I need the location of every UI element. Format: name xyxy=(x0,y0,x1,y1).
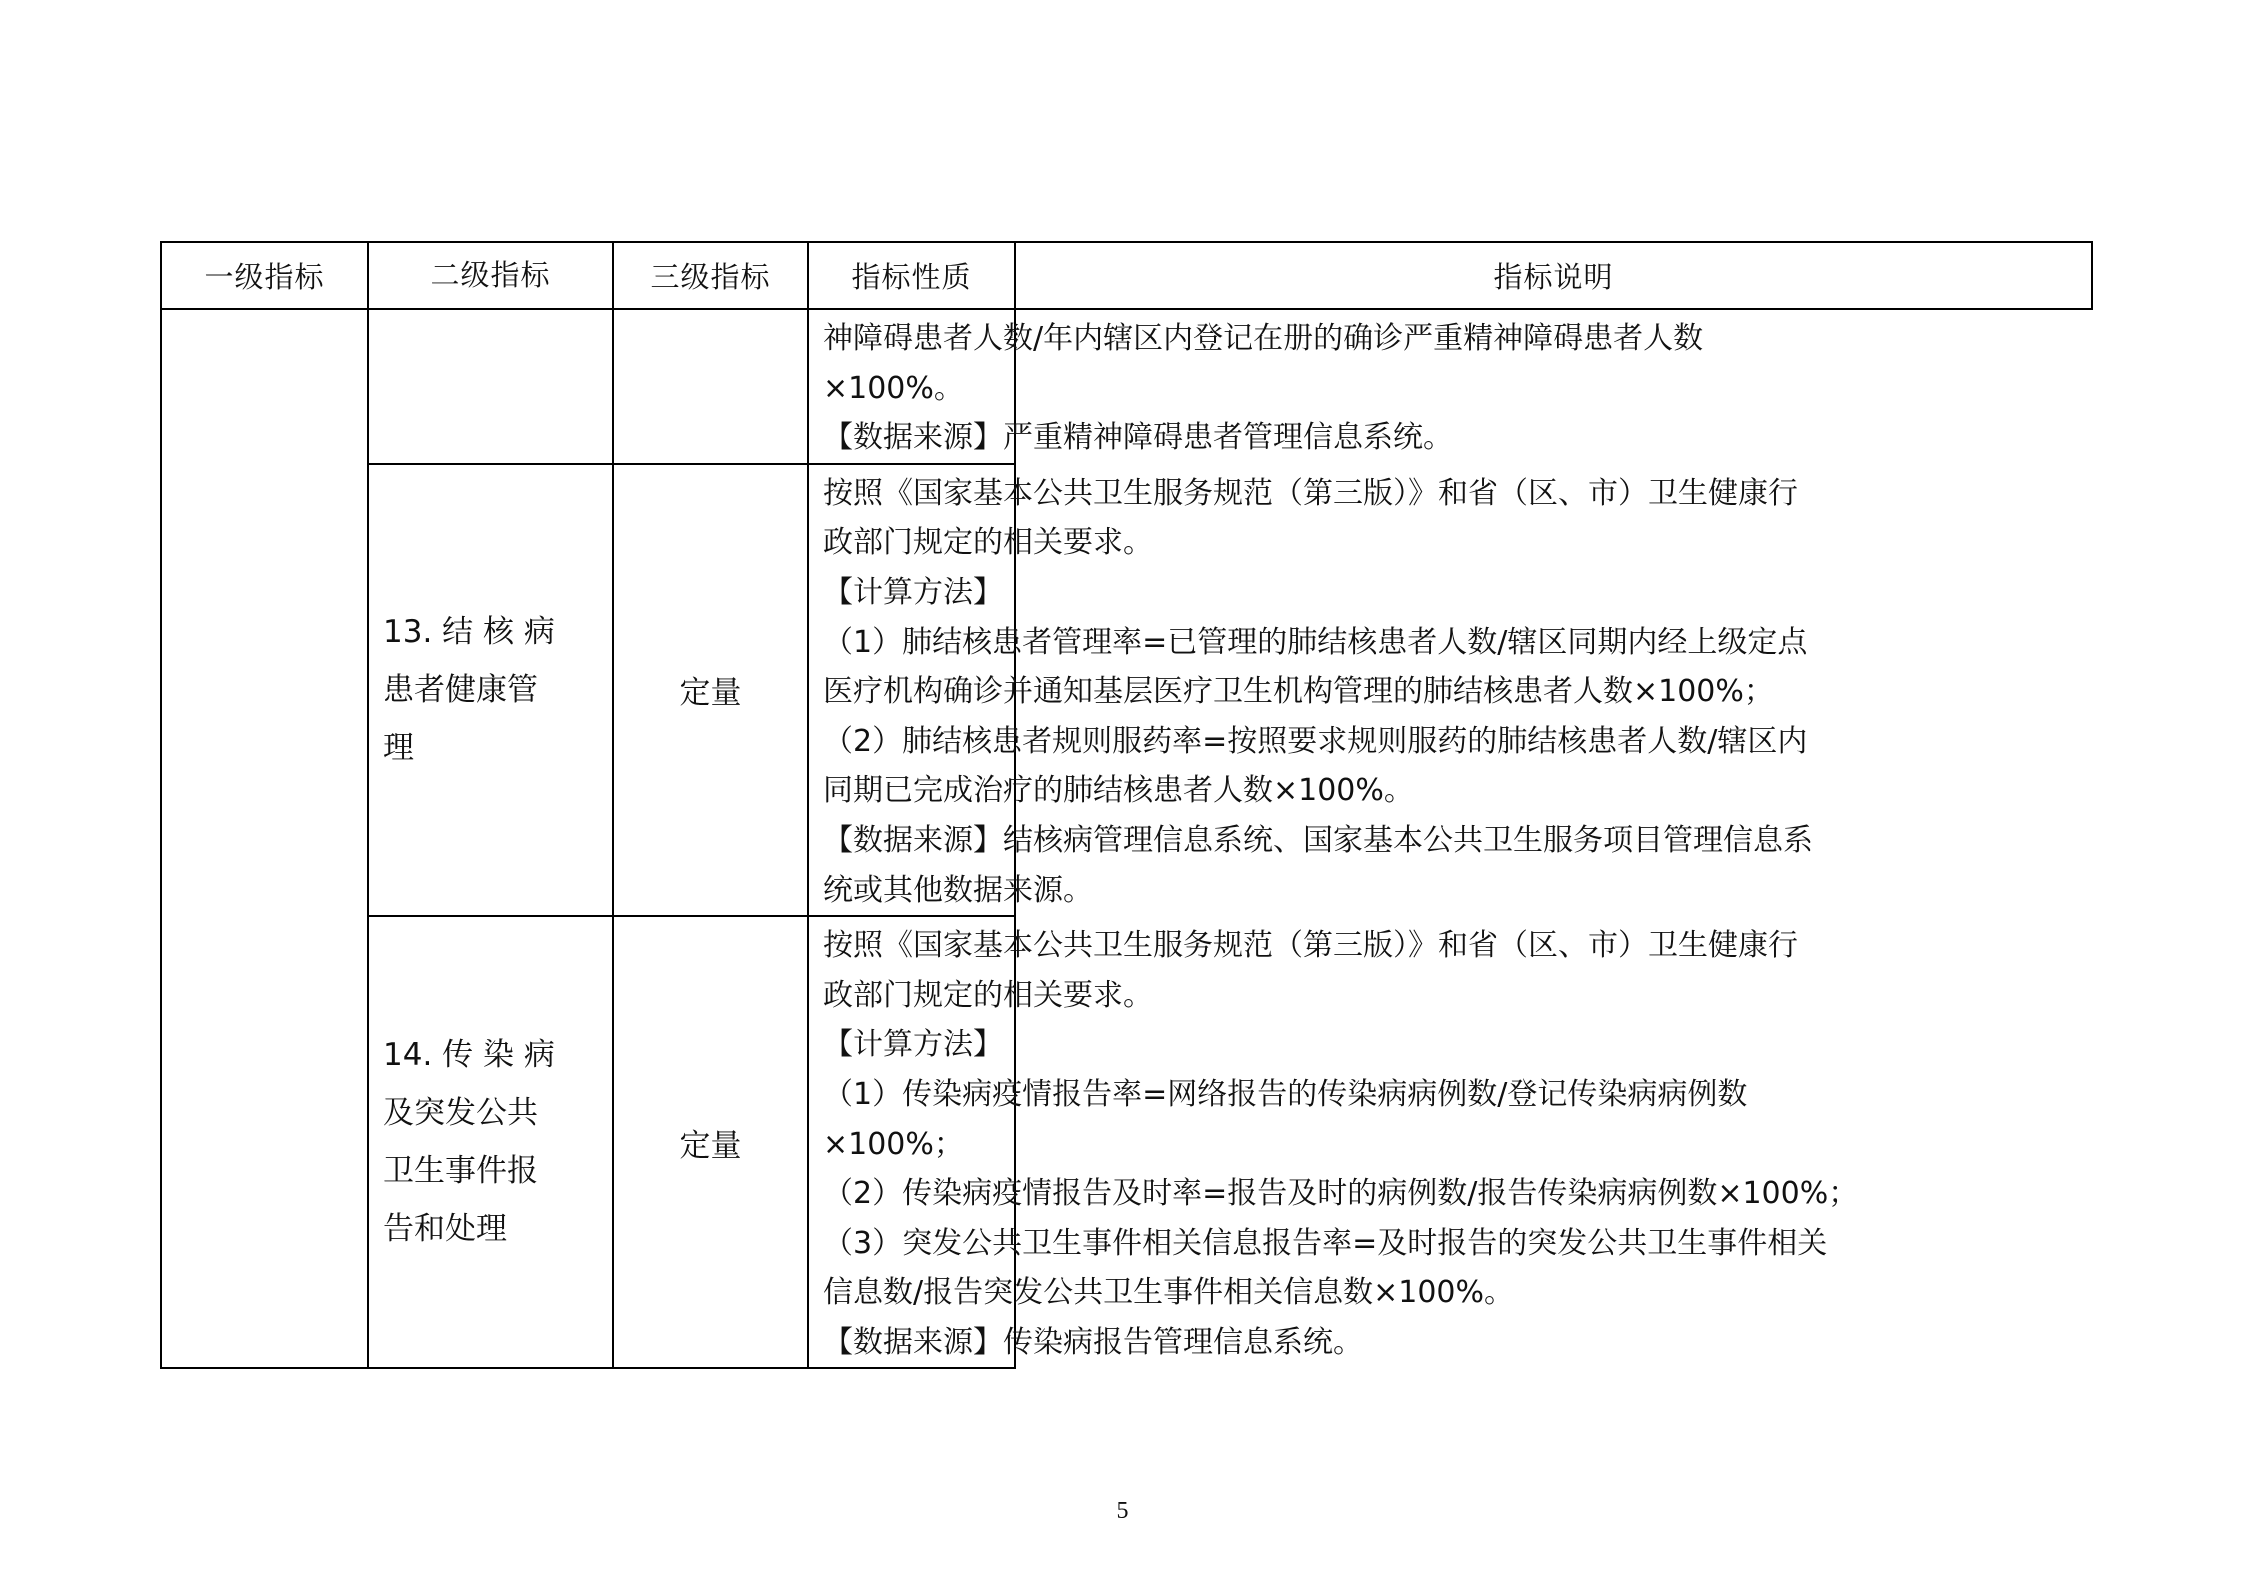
description-line: 信息数/报告突发公共卫生事件相关信息数×100%。 xyxy=(823,1275,1515,1311)
level3-line: 告和处理 xyxy=(383,1211,507,1248)
nature-cell: 定量 xyxy=(613,464,808,916)
level3-line: 14. 传 染 病 xyxy=(383,1037,555,1074)
description-line: 【计算方法】 xyxy=(823,574,1003,610)
description-line: 同期已完成治疗的肺结核患者人数×100%。 xyxy=(823,773,1414,809)
description-line: 政部门规定的相关要求。 xyxy=(823,525,1153,561)
description-line: 按照《国家基本公共卫生服务规范（第三版）》和省（区、市）卫生健康行 xyxy=(823,475,1798,511)
description-line: 【数据来源】传染病报告管理信息系统。 xyxy=(823,1324,1363,1360)
page-number: 5 xyxy=(1116,1498,1129,1524)
level3-line: 13. 结 核 病 xyxy=(383,613,555,650)
description-line: 统或其他数据来源。 xyxy=(823,872,1093,908)
indicator-table xyxy=(160,241,2093,1369)
nature-cell xyxy=(613,309,808,464)
header-description: 指标说明 xyxy=(1015,242,2092,309)
level3-cell xyxy=(368,916,613,1368)
description-line: 【数据来源】严重精神障碍患者管理信息系统。 xyxy=(823,420,1453,456)
level3-line: 理 xyxy=(383,729,414,766)
description-cell xyxy=(808,464,1813,916)
level3-line: 患者健康管 xyxy=(383,671,538,708)
level3-line: 卫生事件报 xyxy=(383,1153,538,1190)
table-header-row xyxy=(161,242,2092,309)
description-line: （1）传染病疫情报告率=网络报告的传染病病例数/登记传染病病例数 xyxy=(823,1076,1748,1112)
header-nature: 指标性质 xyxy=(808,242,1015,309)
nature-cell: 定量 xyxy=(613,916,808,1368)
level3-line: 及突发公共 xyxy=(383,1095,538,1132)
description-line: 【数据来源】结核病管理信息系统、国家基本公共卫生服务项目管理信息系 xyxy=(823,822,1813,858)
description-cell xyxy=(808,309,1704,464)
level3-cell xyxy=(368,309,613,464)
description-line: 按照《国家基本公共卫生服务规范（第三版）》和省（区、市）卫生健康行 xyxy=(823,928,1798,964)
description-line: 神障碍患者人数/年内辖区内登记在册的确诊严重精神障碍患者人数 xyxy=(823,321,1704,356)
header-level2: 二级指标 xyxy=(368,242,613,309)
description-cell xyxy=(808,916,1859,1368)
description-line: （2）肺结核患者规则服药率=按照要求规则服药的肺结核患者人数/辖区内 xyxy=(823,723,1808,759)
table-row xyxy=(161,464,2092,916)
description-line: （2）传染病疫情报告及时率=报告及时的病例数/报告传染病病例数×100%； xyxy=(823,1176,1859,1212)
header-level1: 一级指标 xyxy=(161,242,368,309)
description-line: ×100%； xyxy=(823,1126,964,1162)
description-line: ×100%。 xyxy=(823,370,964,406)
table-row xyxy=(161,309,2092,464)
description-line: （1）肺结核患者管理率=已管理的肺结核患者人数/辖区同期内经上级定点 xyxy=(823,624,1808,660)
table-row xyxy=(161,916,2092,1368)
level1-cell xyxy=(161,309,368,1368)
header-level3: 三级指标 xyxy=(613,242,808,309)
description-line: 【计算方法】 xyxy=(823,1027,1003,1063)
description-line: 政部门规定的相关要求。 xyxy=(823,977,1153,1013)
description-line: 医疗机构确诊并通知基层医疗卫生机构管理的肺结核患者人数×100%； xyxy=(823,674,1774,710)
description-line: （3）突发公共卫生事件相关信息报告率=及时报告的突发公共卫生事件相关 xyxy=(823,1225,1828,1261)
level3-cell xyxy=(368,464,613,916)
